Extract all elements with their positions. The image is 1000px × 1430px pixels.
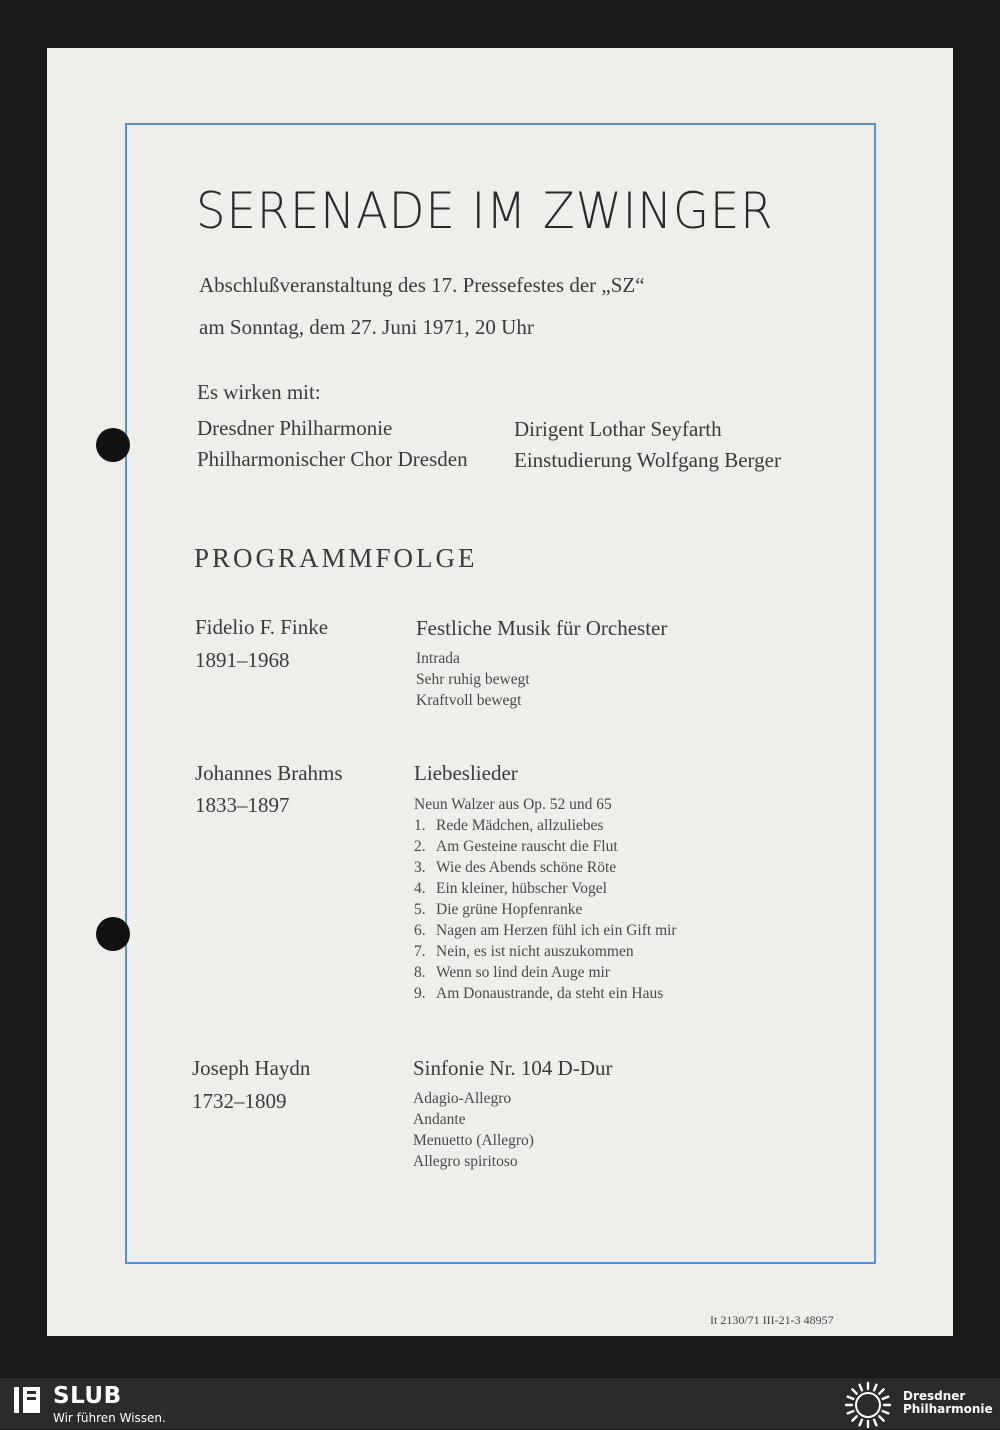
punch-hole [96,917,130,951]
performer-chorus-master: Einstudierung Wolfgang Berger [514,448,781,472]
movement: Andante [413,1111,466,1128]
movement: Adagio-Allegro [413,1090,512,1107]
song-list [414,794,677,1004]
event-subtitle: Abschlußveranstaltung des 17. Pressefestes der „SZ“ [199,273,645,297]
performer-choir: Philharmonischer Chor Dresden [197,447,468,471]
philharmonie-logo-icon [843,1380,893,1430]
song-item: 6. Nagen am Herzen fühl ich ein Gift mir [414,922,677,939]
philharmonie-logo-text: Dresdner Philharmonie [903,1389,993,1416]
event-date: am Sonntag, dem 27. Juni 1971, 20 Uhr [199,315,534,339]
composer-years: 1732–1809 [192,1089,287,1113]
song-item: 2. Am Gesteine rauscht die Flut [414,838,618,855]
performers-heading: Es wirken mit: [197,380,321,404]
footer-bar [0,1378,1000,1429]
song-list-intro: Neun Walzer aus Op. 52 und 65 [414,796,612,813]
movement: Intrada [416,650,460,667]
work-title: Festliche Musik für Orchester [416,616,668,640]
work-title: Sinfonie Nr. 104 D-Dur [413,1056,613,1080]
program-heading: PROGRAMMFOLGE [194,543,478,573]
song-item: 5. Die grüne Hopfenranke [414,901,583,918]
song-item: 9. Am Donaustrande, da steht ein Haus [414,985,664,1002]
movement: Allegro spiritoso [413,1153,518,1170]
composer-name: Johannes Brahms [195,761,343,785]
slub-logo-text: SLUB [53,1383,122,1409]
movement-list [416,648,530,711]
song-item: 3. Wie des Abends schöne Röte [414,859,617,876]
punch-hole [96,428,130,462]
page-title: SERENADE IM ZWINGER [196,182,774,240]
song-item: 7. Nein, es ist nicht auszukommen [414,943,634,960]
composer-years: 1891–1968 [195,648,290,672]
movement: Sehr ruhig bewegt [416,671,530,688]
slub-logo-icon [12,1385,42,1415]
composer-name: Fidelio F. Finke [195,615,329,639]
slub-tagline: Wir führen Wissen. [53,1411,166,1425]
composer-name: Joseph Haydn [192,1056,311,1080]
movement-list [413,1088,534,1172]
movement: Kraftvoll bewegt [416,692,522,709]
performer-conductor: Dirigent Lothar Seyfarth [514,417,722,441]
performer-orchestra: Dresdner Philharmonie [197,416,393,440]
composer-years: 1833–1897 [195,793,290,817]
work-title: Liebeslieder [414,761,518,785]
song-item: 1. Rede Mädchen, allzuliebes [414,817,604,834]
print-code: It 2130/71 III-21-3 48957 [710,1313,834,1327]
movement: Menuetto (Allegro) [413,1132,534,1149]
song-item: 4. Ein kleiner, hübscher Vogel [414,880,607,897]
song-item: 8. Wenn so lind dein Auge mir [414,964,610,981]
